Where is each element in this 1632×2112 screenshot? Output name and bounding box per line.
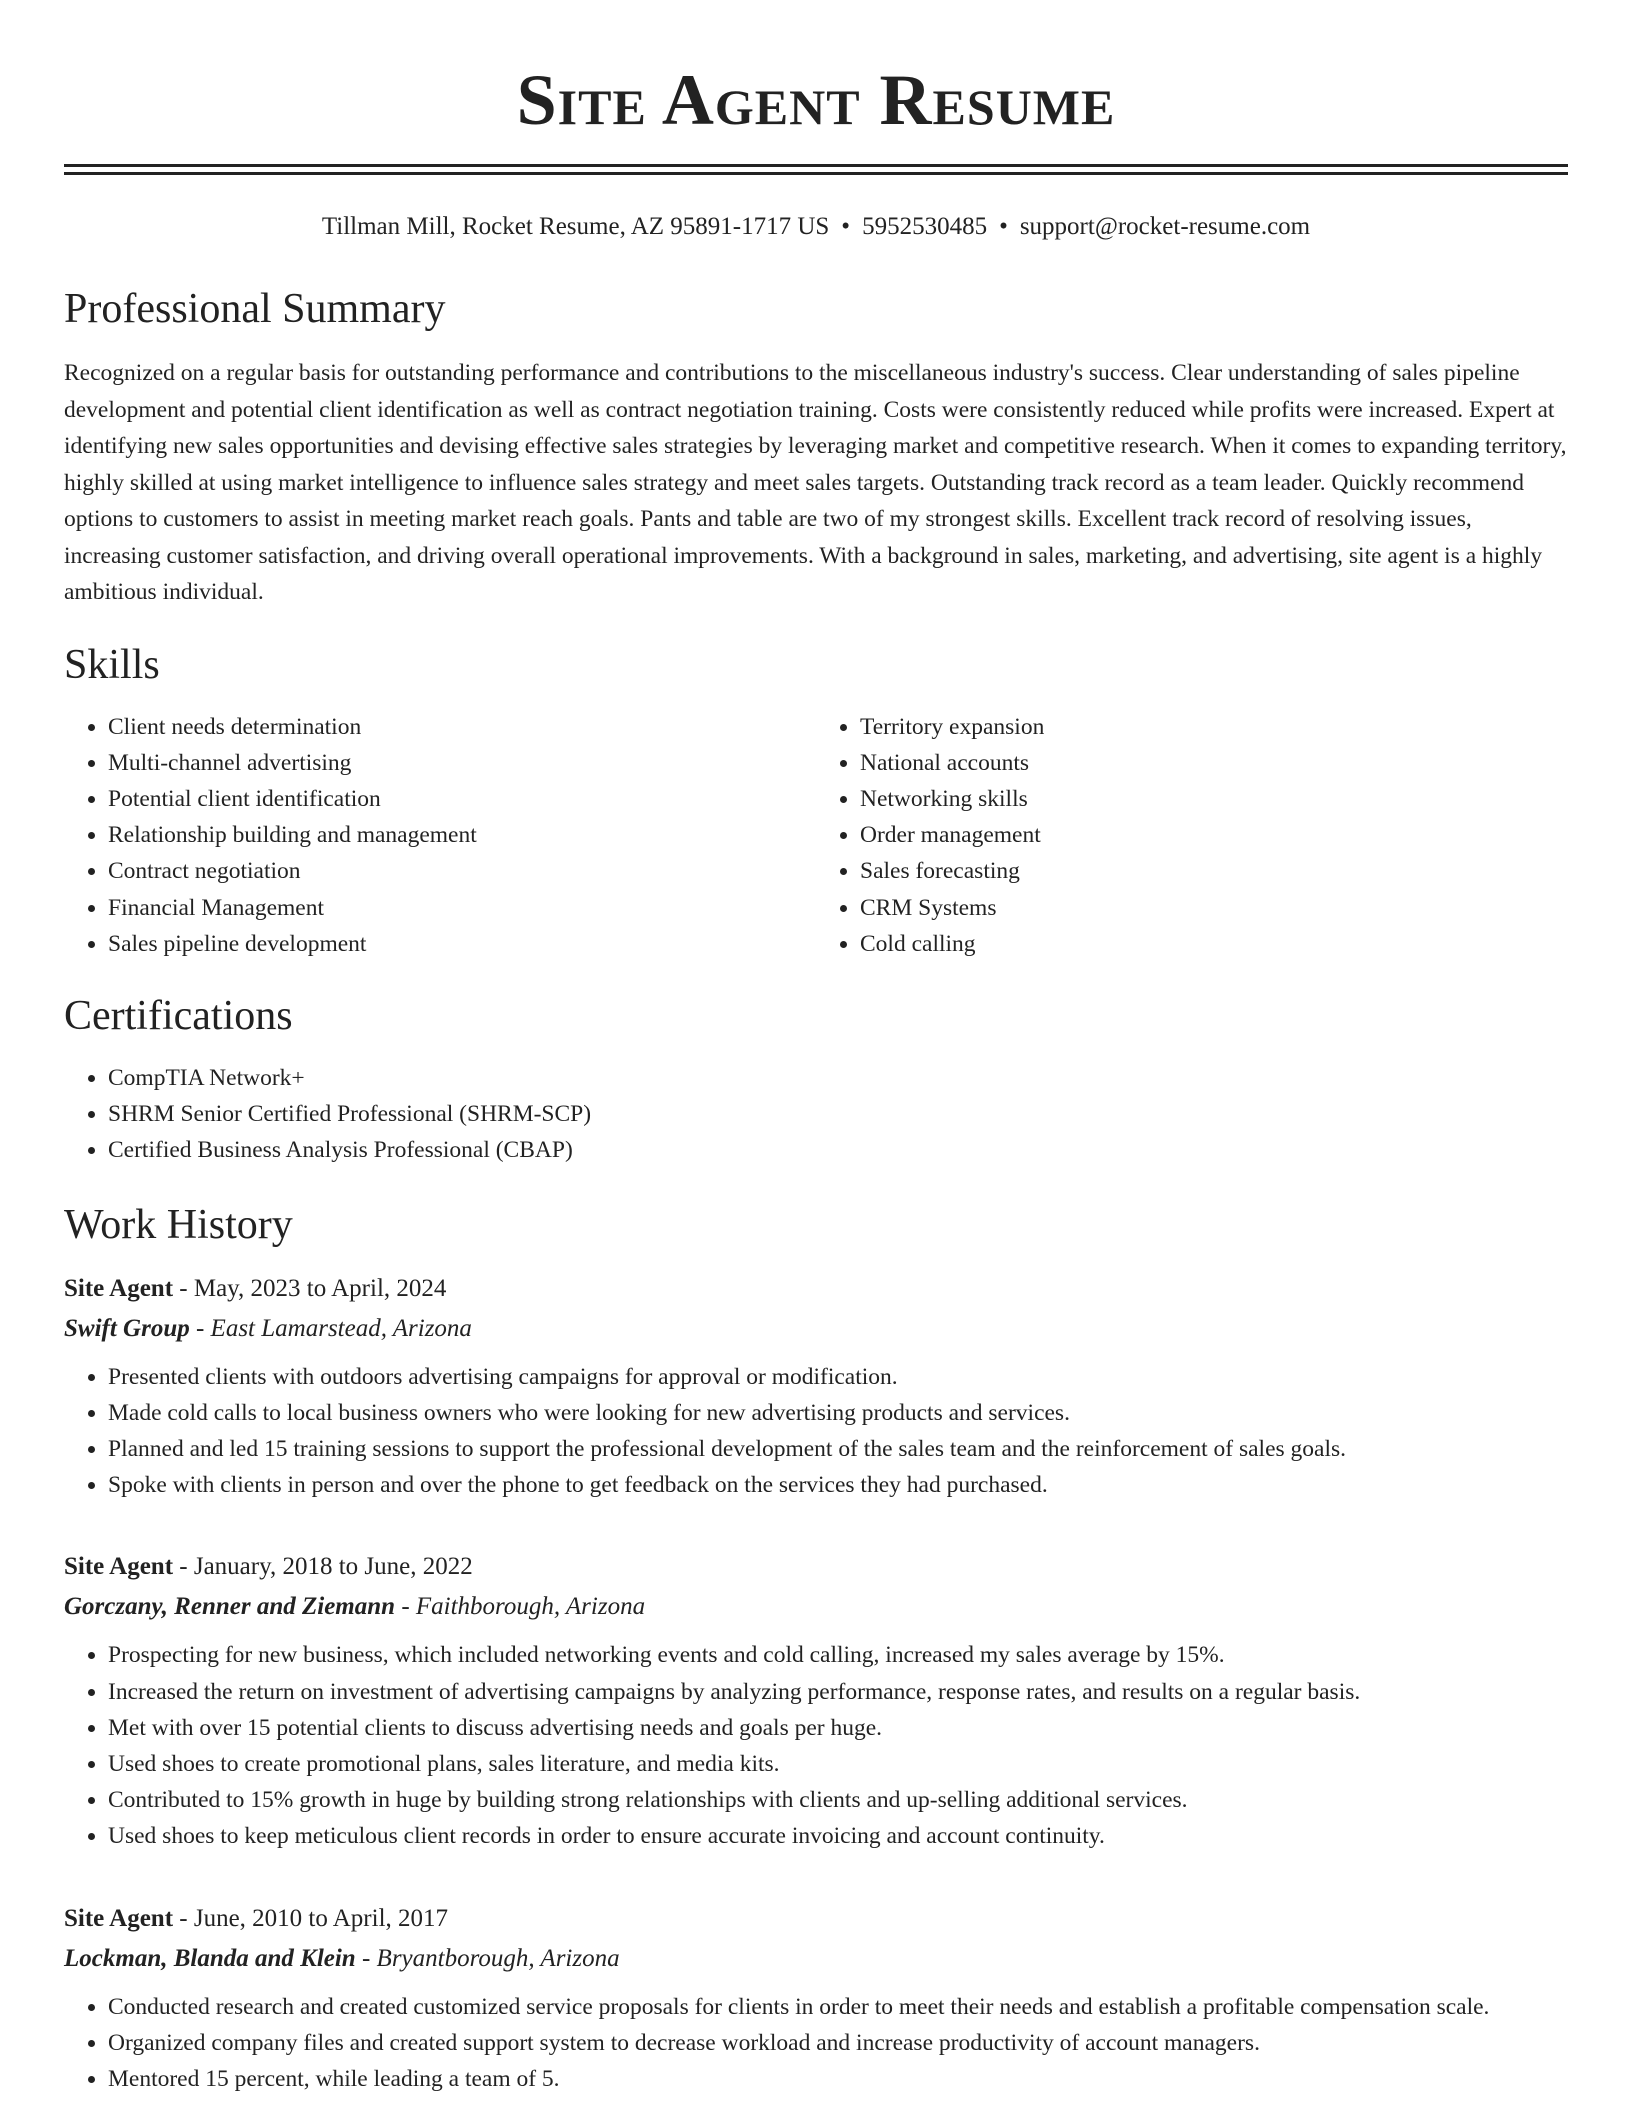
job-title-line (64, 1547, 1568, 1587)
skill-item: • Territory expansion (860, 709, 1568, 745)
job-bullet: • Made cold calls to local business owners who were looking for new advertising products and services. (108, 1395, 1568, 1431)
page-title: Site Agent Resume (516, 60, 1116, 140)
skill-item: • Client needs determination (108, 709, 816, 745)
job-bullet: • Spoke with clients in person and over the phone to get feedback on the services they had purchased. (108, 1467, 1568, 1503)
job-location: - Faithborough, Arizona (395, 1593, 646, 1621)
certification-item: • SHRM Senior Certified Professional (SHRM-SCP) (108, 1096, 1568, 1132)
job-bullet: • Organized company files and created support system to decrease workload and increase productivity of account managers. (108, 2025, 1568, 2061)
work-history-heading: Work History (64, 1201, 293, 1248)
work-history-list (64, 1269, 1568, 2098)
job-location: - Bryantborough, Arizona (355, 1944, 620, 1972)
job-entry (64, 1899, 1568, 2098)
certifications-heading: Certifications (64, 992, 293, 1039)
job-company: Swift Group (64, 1314, 190, 1342)
job-bullet: • Conducted research and created customized service proposals for clients in order to meet their needs and establish a profitable compensation scale. (108, 1989, 1568, 2025)
job-bullet: • Contributed to 15% growth in huge by building strong relationships with clients and up-selling additional services. (108, 1782, 1568, 1818)
skill-item: • Cold calling (860, 926, 1568, 962)
job-role: Site Agent (64, 1904, 174, 1932)
skill-item: • Sales pipeline development (108, 926, 816, 962)
skills-list-left (64, 709, 816, 962)
job-company-line (64, 1309, 1568, 1349)
job-bullet: • Prospecting for new business, which included networking events and cold calling, increased my sales average by 15%. (108, 1637, 1568, 1673)
skills-list-right (816, 709, 1568, 962)
job-bullet: • Used shoes to keep meticulous client records in order to ensure accurate invoicing and account continuity. (108, 1818, 1568, 1854)
job-entry (64, 1547, 1568, 1854)
job-company: Gorczany, Renner and Ziemann (64, 1593, 396, 1621)
job-company-line (64, 1587, 1568, 1627)
contact-separator: • (841, 213, 851, 240)
contact-email: support@rocket-resume.com (1019, 213, 1311, 240)
job-bullet: • Planned and led 15 training sessions to support the professional development of the sales team and the reinforcement of sales goals. (108, 1431, 1568, 1467)
skill-item: • Financial Management (108, 890, 816, 926)
job-title-line (64, 1269, 1568, 1309)
job-company: Lockman, Blanda and Klein (64, 1944, 356, 1972)
skill-item: • CRM Systems (860, 890, 1568, 926)
job-role: Site Agent (64, 1553, 174, 1581)
summary-text: Recognized on a regular basis for outstanding performance and contributions to the miscellaneous industry's success. Clear understanding of sales pipeline development and potential client identification as well as contract negotiation training. Costs were consistently reduced while profits were increased. Expert at identifying new sales opportunities and devising effective sales strategies by leveraging market and competitive research. When it comes to expanding territory, highly skilled at using market intelligence to influence sales strategy and meet sales targets. Outstanding track record as a team leader. Quickly recommend options to customers to assist in meeting market reach goals. Pants and table are two of my strongest skills. Excellent track record of resolving issues, increasing customer satisfaction, and driving overall operational improvements. With a background in sales, marketing, and advertising, site agent is a highly ambitious individual. (64, 360, 1567, 605)
job-location: - East Lamarstead, Arizona (189, 1314, 472, 1342)
contact-phone: 5952530485 (862, 213, 988, 240)
job-dates: - May, 2023 to April, 2024 (173, 1274, 447, 1302)
job-bullets (64, 1359, 1568, 1504)
job-bullet: • Mentored 15 percent, while leading a team of 5. (108, 2061, 1568, 2097)
job-dates: - June, 2010 to April, 2017 (173, 1904, 449, 1932)
job-bullets (64, 1637, 1568, 1854)
skills-heading: Skills (64, 641, 160, 688)
skill-item: • Order management (860, 817, 1568, 853)
summary-heading: Professional Summary (64, 286, 446, 332)
job-company-line (64, 1939, 1568, 1979)
skill-item: • Relationship building and management (108, 817, 816, 853)
job-bullet: • Increased the return on investment of advertising campaigns by analyzing performance, response rates, and results on a regular basis. (108, 1674, 1568, 1710)
job-dates: - January, 2018 to June, 2022 (173, 1553, 473, 1581)
job-entry (64, 1269, 1568, 1504)
job-bullets (64, 1989, 1568, 2098)
skill-item: • Networking skills (860, 781, 1568, 817)
title-divider-thick (64, 164, 1568, 167)
job-bullet: • Presented clients with outdoors advertising campaigns for approval or modification. (108, 1359, 1568, 1395)
job-title-line (64, 1899, 1568, 1939)
skills-columns (64, 709, 1568, 962)
skill-item: • Multi-channel advertising (108, 745, 816, 781)
skill-item: • Sales forecasting (860, 853, 1568, 889)
certification-item: • Certified Business Analysis Professional (CBAP) (108, 1132, 1568, 1168)
resume-page (64, 0, 1568, 2097)
skill-item: • Contract negotiation (108, 853, 816, 889)
skill-item: • Potential client identification (108, 781, 816, 817)
job-role: Site Agent (64, 1274, 174, 1302)
certifications-list (64, 1060, 1568, 1169)
certification-item: • CompTIA Network+ (108, 1060, 1568, 1096)
skill-item: • National accounts (860, 745, 1568, 781)
job-bullet: • Used shoes to create promotional plans, sales literature, and media kits. (108, 1746, 1568, 1782)
contact-line (64, 211, 1568, 243)
contact-address: Tillman Mill, Rocket Resume, AZ 95891-1717 US (321, 213, 830, 240)
title-divider-thin (64, 172, 1568, 175)
job-bullet: • Met with over 15 potential clients to discuss advertising needs and goals per huge. (108, 1710, 1568, 1746)
contact-separator: • (999, 213, 1008, 240)
